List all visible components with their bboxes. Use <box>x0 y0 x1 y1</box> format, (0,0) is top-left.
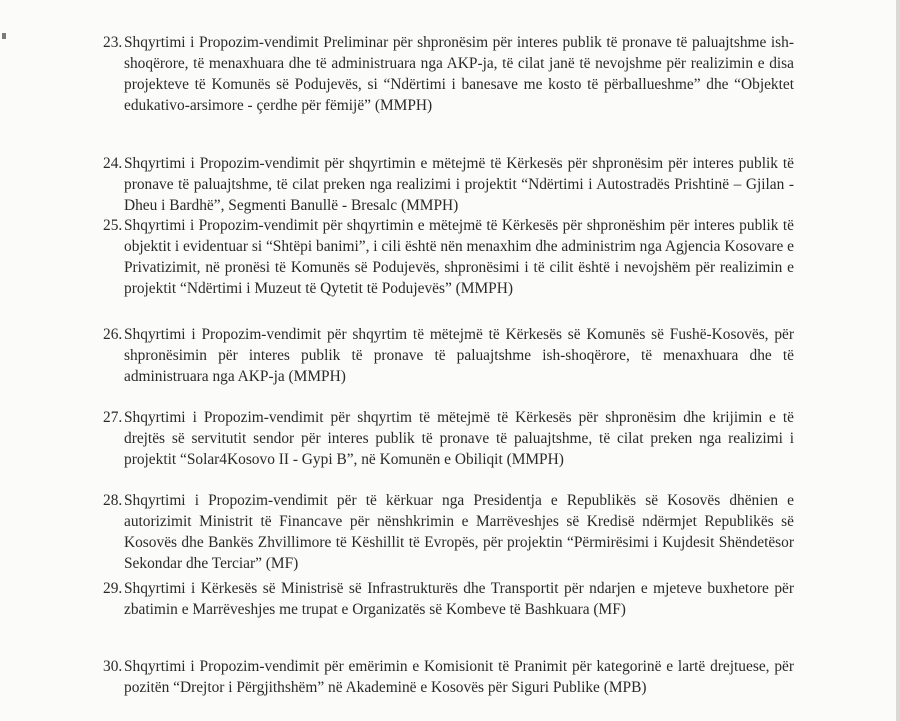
item-text: Shqyrtimi i Kërkesës së Ministrisë së Infrastrukturës dhe Transportit për ndarjen e mjeteve buxhetore për zbatimin e Marrëveshjes me trupat e Organizatës së Kombeve të Bashkuara (MF) <box>124 580 794 618</box>
agenda-item-26 <box>103 324 794 387</box>
item-text: Shqyrtimi i Propozim-vendimit për shqyrtimin e mëtejmë të Kërkesës për shpronëshim për interes publik të objektit i evidentuar si “Shtëpi banimi”, i cili është nën menaxhim dhe administrim nga Agjencia Kosovare e Privatizimit, në pronësi të Komunës së Podujevës, shpronësimi i të cilit është i nevojshëm për realizimin e projektit “Ndërtimi i Muzeut të Qytetit të Podujevës” (MMPH) <box>124 217 794 297</box>
agenda-item-25 <box>103 215 794 299</box>
agenda-item-23 <box>103 32 794 116</box>
item-number: 26. <box>103 326 123 343</box>
scan-mark <box>2 33 6 39</box>
item-text: Shqyrtimi i Propozim-vendimit për shqyrtim të mëtejmë të Kërkesës së Komunës së Fushë-Kosovës, për shpronësimin për interes publik të pronave të paluajtshme ish-shoqërore, të menaxhuara dhe të administruara nga AKP-ja (MMPH) <box>124 326 794 385</box>
item-text: Shqyrtimi i Propozim-vendimit për emërimin e Komisionit të Pranimit për kategorinë e lartë drejtuese, për pozitën “Drejtor i Përgjithshëm” në Akademinë e Kosovës për Siguri Publike (MPB) <box>124 658 794 696</box>
agenda-item-27 <box>103 407 794 470</box>
item-number: 27. <box>103 409 123 426</box>
item-number: 23. <box>103 34 123 51</box>
agenda-item-30 <box>103 656 794 698</box>
agenda-item-28 <box>103 490 794 574</box>
item-number: 28. <box>103 492 123 509</box>
item-number: 25. <box>103 217 123 234</box>
page-edge <box>896 0 900 721</box>
item-text: Shqyrtimi i Propozim-vendimit për të kërkuar nga Presidentja e Republikës së Kosovës dhënien e autorizimit Ministrit të Financave për nënshkrimin e Marrëveshjes së Kredisë ndërmjet Republikës së Kosovës dhe Bankës Zhvillimore të Këshillit të Evropës, për projektin “Përmirësimi i Kujdesit Shëndetësor Sekondar dhe Terciar” (MF) <box>124 492 794 572</box>
item-text: Shqyrtimi i Propozim-vendimit për shqyrtimin e mëtejmë të Kërkesës për shpronësim për interes publik të pronave të paluajtshme, të cilat preken nga realizimi i projektit “Ndërtimi i Autostradës Prishtinë – Gjilan - Dheu i Bardhë”, Segmenti Banullë - Bresalc (MMPH) <box>124 155 794 214</box>
item-text: Shqyrtimi i Propozim-vendimit Preliminar për shpronësim për interes publik të pronave të paluajtshme ish-shoqërore, të menaxhuara dhe të administruara nga AKP-ja, të cilat janë të nevojshme për realizimin e disa projekteve të Komunës së Podujevës, si “Ndërtimi i banesave me kosto të përballueshme” dhe “Objektet edukativo-arsimore - çerdhe për fëmijë” (MMPH) <box>124 34 794 114</box>
item-number: 24. <box>103 155 123 172</box>
agenda-item-24 <box>103 153 794 216</box>
item-number: 30. <box>103 658 123 675</box>
agenda-item-29 <box>103 578 794 620</box>
item-text: Shqyrtimi i Propozim-vendimit për shqyrtim të mëtejmë të Kërkesës për shpronësim dhe krijimin e të drejtës së servitutit sendor për interes publik të pronave të paluajtshme, të cilat preken nga realizimi i projektit “Solar4Kosovo II - Gypi B”, në Komunën e Obiliqit (MMPH) <box>124 409 794 468</box>
item-number: 29. <box>103 580 123 597</box>
